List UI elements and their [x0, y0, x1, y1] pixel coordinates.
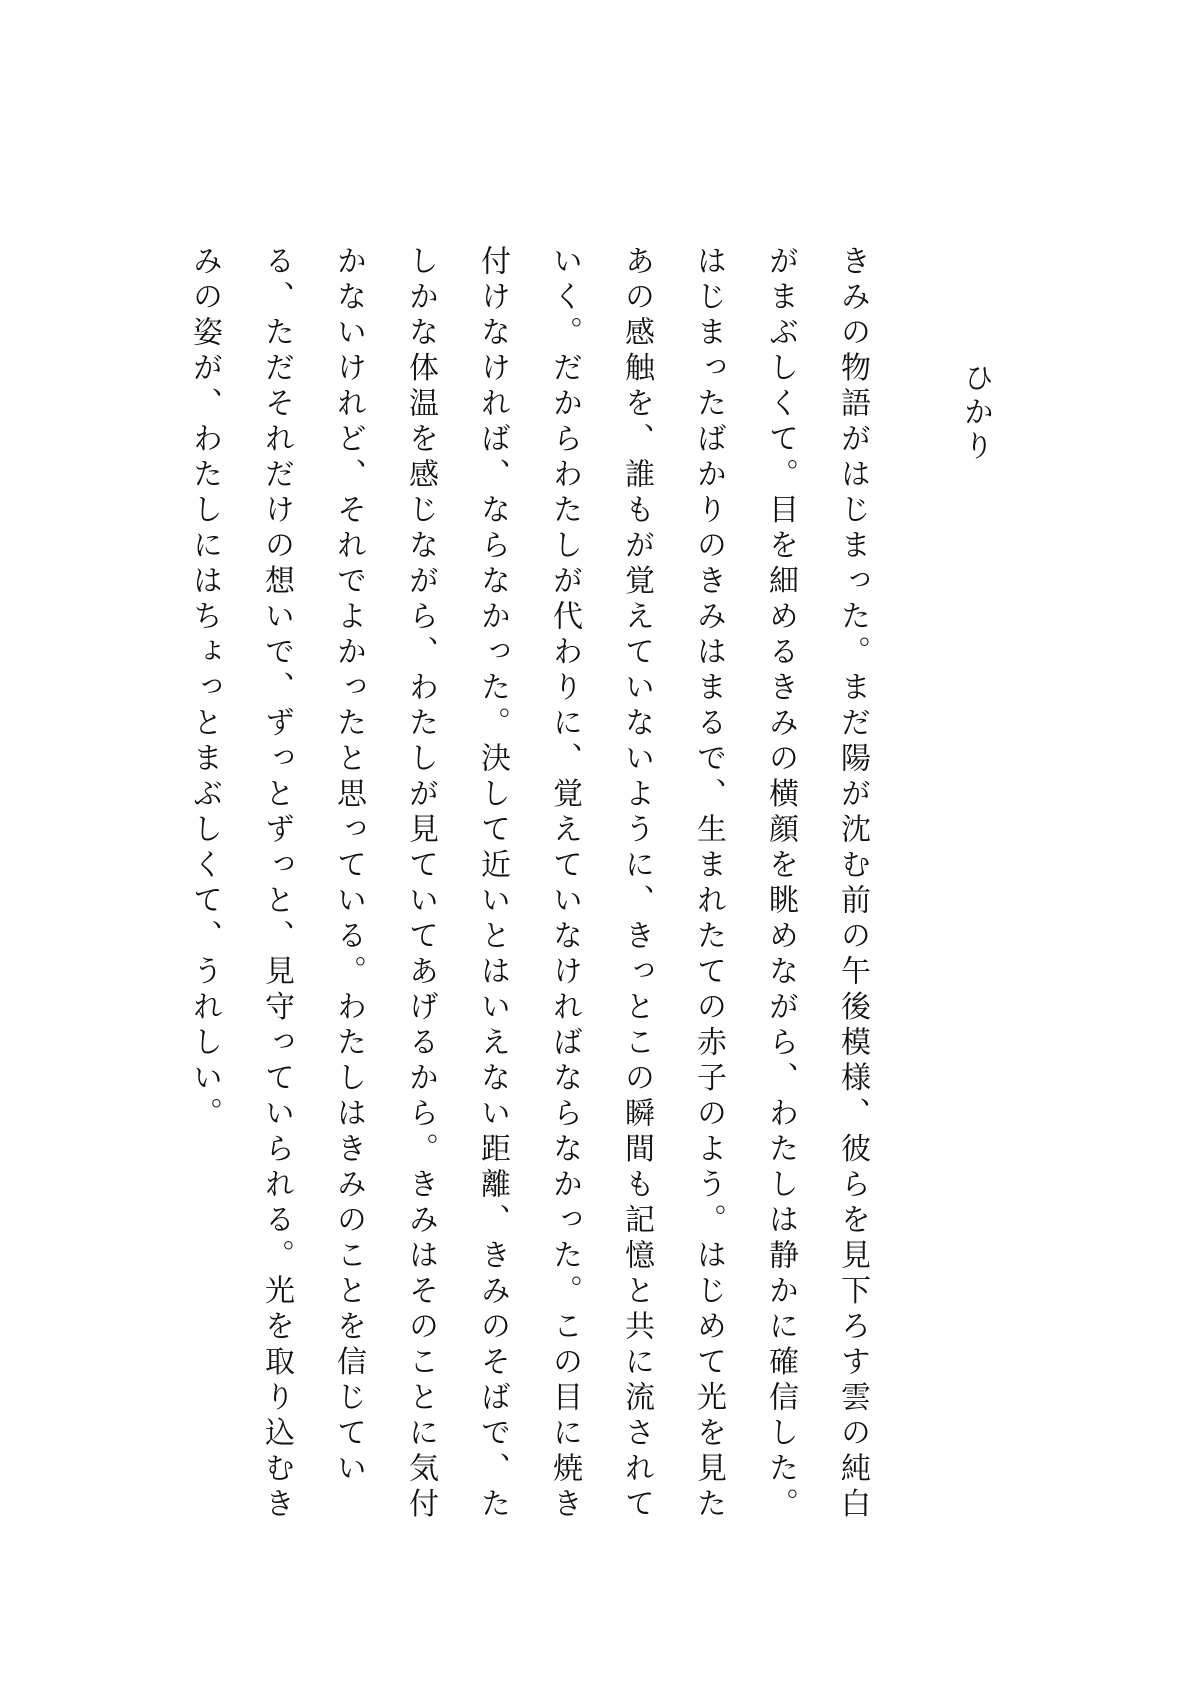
body-text — [168, 245, 888, 1535]
document-title: ひかり — [958, 362, 993, 464]
paragraph: きみの物語がはじまった。まだ陽が沈む前の午後模様、彼らを見下ろす雲の純白がまぶしくて。目を細めるきみの横顔を眺めながら、わたしは静かに確信した。はじまったばかりのきみはまるで、生まれたての赤子のよう。はじめて光を見たあの感触を、誰もが覚えていないように、きっとこの瞬間も記憶と共に流されていく。だからわたしが代わりに、覚えていなければならなかった。この目に焼き付けなければ、ならなかった。決して近いとはいえない距離、きみのそばで、たしかな体温を感じながら、わたしが見ていてあげるから。きみはそのことに気付かないけれど、それでよかったと思っている。わたしはきみのことを信じている、ただそれだけの想いで、ずっとずっと、見守っていられる。光を取り込むきみの姿が、わたしにはちょっとまぶしくて、うれしい。 — [187, 245, 870, 1523]
